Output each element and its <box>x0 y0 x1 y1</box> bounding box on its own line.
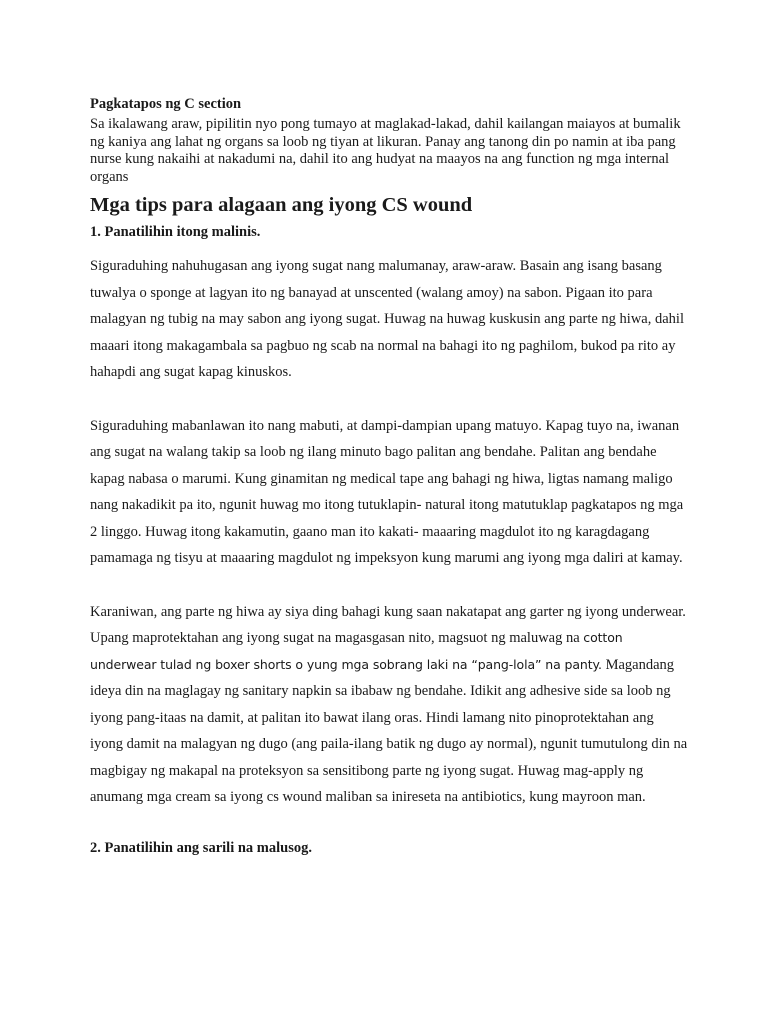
tip2-heading: 2. Panatilihin ang sarili na malusog. <box>90 839 312 856</box>
intro-paragraph: Sa ikalawang araw, pipilitin nyo pong tumayo at maglakad-lakad, dahil kailangan maiayos at bumalik ng kaniya ang lahat ng organs sa loob ng tiyan at likuran. Panay ang tanong din po namin at iba pang nurse kung nakaihi at nakadumi na, dahil ito ang hudyat na maayos na ang function ng mga internal organs <box>90 116 681 185</box>
tip1-paragraph-3-start: Karaniwan, ang parte ng hiwa ay siya ding bahagi kung saan nakatapat ang garter ng iyong underwear. Upang maprotektahan ang iyong sugat na magasgasan nito, magsuot ng maluwag na <box>90 603 686 646</box>
section-heading: Pagkatapos ng C section <box>90 96 242 112</box>
tip1-paragraph-3 <box>90 599 690 811</box>
tip1-paragraph-3-end: Magandang ideya din na maglagay ng sanitary napkin sa ibabaw ng bendahe. Idikit ang adhesive side sa loob ng iyong pang-itaas na damit, at palitan ito bawat ilang oras. Hindi lamang nito pinoprotektahan ang iyong damit na malagyan ng dugo (ang paila-ilang batik ng dugo ay normal), ngunit tumutulong din na magbigay ng makapal na proteksyon sa sensitibong parte ng iyong sugat. Huwag mag-apply ng anumang mga cream sa iyong cs wound maliban sa inireseta na antibiotics, kung mayroon man. <box>90 656 688 805</box>
tip1-paragraph-1: Siguraduhing nahuhugasan ang iyong sugat nang malumanay, araw-araw. Basain ang isang basang tuwalya o sponge at lagyan ito ng banayad at unscented (walang amoy) na sabon. Pigaan ito para malagyan ng tubig na may sabon ang iyong sugat. Huwag na huwag kuskusin ang parte ng hiwa, dahil maaari itong makagambala sa pagbuo ng scab na normal na bahagi ito ng paghilom, bukod pa rito ay hahapdi ang sugat kapag kinuskos. <box>90 258 684 380</box>
spacer <box>90 572 690 599</box>
document-page <box>90 94 690 858</box>
page-title: Mga tips para alagaan ang iyong CS wound <box>90 194 473 216</box>
tip1-paragraph-2: Siguraduhing mabanlawan ito nang mabuti, at dampi-dampian upang matuyo. Kapag tuyo na, iwanan ang sugat na walang takip sa loob ng ilang minuto bago palitan ang bendahe. Palitan ang bendahe kapag nabasa o marumi. Kung ginamitan ng medical tape ang bahagi ng hiwa, ligtas namang maligo nang nakadikit pa ito, ngunit huwag mo itong tutuklapin- natural itong matutuklap pagkatapos ng mga 2 linggo. Huwag itong kakamutin, gaano man ito kakati- maaaring magdulot ito ng karagdagang pamamaga ng tisyu at maaaring magdulot ng impeksyon kung marumi ang iyong mga daliri at kamay. <box>90 417 684 566</box>
tip1-heading: 1. Panatilihin itong malinis. <box>90 224 261 240</box>
spacer <box>90 811 690 838</box>
spacer <box>90 386 690 413</box>
spacer <box>90 242 690 253</box>
tip1-paragraph-3-sans-text: cotton underwear tulad ng boxer shorts o yung mga sobrang laki na “pang-lola” na panty. <box>90 630 623 672</box>
